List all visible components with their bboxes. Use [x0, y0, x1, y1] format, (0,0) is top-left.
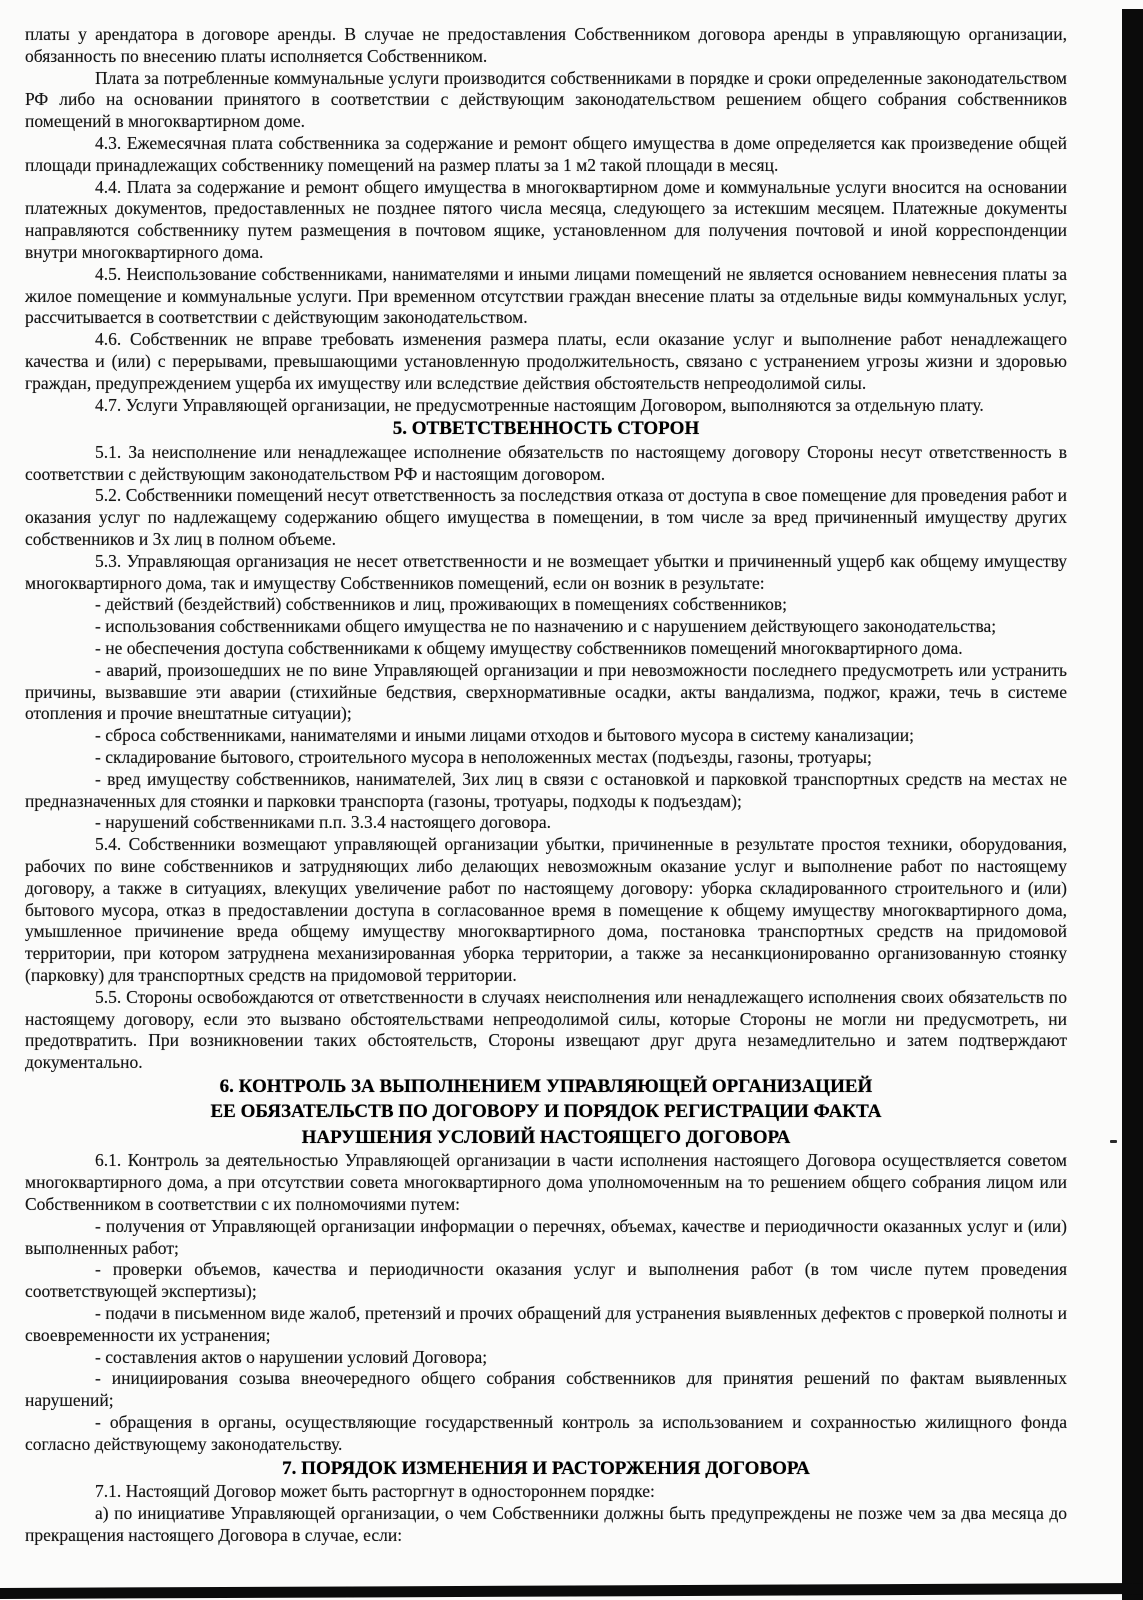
section-heading: 5. ОТВЕТСТВЕННОСТЬ СТОРОН — [392, 418, 700, 440]
paragraph: 5.2. Собственники помещений несут ответственность за последствия отказа от доступа в свое помещение для проведения работ и оказания услуг по надлежащему содержанию общего имущества в помещении, в том числе за вред причиненный имуществу других собственников и 3х лиц в полном объеме. — [25, 485, 1067, 550]
list-item: - обращения в органы, осуществляющие государственный контроль за использованием и сохранностью жилищного фонда согласно действующему законодательству. — [25, 1412, 1067, 1454]
document-body — [25, 24, 1067, 1547]
paragraph: 4.6. Собственник не вправе требовать изменения размера платы, если оказание услуг и выполнение работ ненадлежащего качества и (или) с перерывами, превышающими установленную продолжительность, связано с устранением угрозы жизни и здоровью граждан, предупреждением ущерба их имуществу или вследствие действия обстоятельств непреодолимой силы. — [25, 329, 1067, 393]
section-heading: ЕЕ ОБЯЗАТЕЛЬСТВ ПО ДОГОВОРУ И ПОРЯДОК РЕГИСТРАЦИИ ФАКТА — [210, 1101, 882, 1123]
paragraph: 4.3. Ежемесячная плата собственника за содержание и ремонт общего имущества в доме определяется как произведение общей площади принадлежащих собственнику помещений на размер платы за 1 м2 такой площади в месяц. — [25, 132, 1067, 175]
list-item: - использования собственниками общего имущества не по назначению и с нарушением действующего законодательства; — [95, 616, 997, 637]
paragraph: а) по инициативе Управляющей организации, о чем Собственники должны быть предупреждены не позже чем за два месяца до прекращения настоящего Договора в случае, если: — [25, 1502, 1067, 1545]
list-item: - действий (бездействий) собственников и лиц, проживающих в помещениях собственников; — [95, 594, 788, 615]
list-item: - проверки объемов, качества и периодичности оказания услуг и выполнения работ (в том числе путем проведения соответствующей экспертизы); — [25, 1259, 1067, 1302]
section-heading: НАРУШЕНИЯ УСЛОВИЙ НАСТОЯЩЕГО ДОГОВОРА — [301, 1126, 791, 1148]
paragraph: 6.1. Контроль за деятельностью Управляющей организации в части исполнения настоящего Договора осуществляется советом многоквартирного дома, а при отсутствии совета многоквартирного дома уполномоченным на то решением общего собрания лицом или Собственником в соответствии с их полномочиями путем: — [25, 1150, 1067, 1215]
paragraph: 5.3. Управляющая организация не несет ответственности и не возмещает убытки и причиненный ущерб как общему имуществу многоквартирного дома, так и имуществу Собственников помещений, если он возник в результате: — [25, 550, 1067, 593]
scan-artifact-bottom-edge — [0, 1583, 1143, 1599]
paragraph: 4.4. Плата за содержание и ремонт общего имущества в многоквартирном доме и коммунальные услуги вносится на основании платежных документов, предоставленных не позднее пятого числа месяца, следующего за истекшим месяцем. Платежные документы направляются собственнику путем размещения в почтовом ящике, установленном для получения почтовой и иной корреспонденции внутри многоквартирного дома. — [25, 176, 1067, 262]
list-item: - инициирования созыва внеочередного общего собрания собственников для принятия решений по фактам выявленных нарушений; — [25, 1368, 1067, 1411]
list-item: - нарушений собственниками п.п. 3.3.4 настоящего договора. — [95, 812, 552, 833]
list-item: - получения от Управляющей организации информации о перечнях, объемах, качестве и периодичности оказанных услуг и (или) выполненных работ; — [25, 1215, 1067, 1258]
section-heading: 7. ПОРЯДОК ИЗМЕНЕНИЯ И РАСТОРЖЕНИЯ ДОГОВОРА — [282, 1457, 810, 1479]
paragraph: 5.1. За неисполнение или ненадлежащее исполнение обязательств по настоящему договору Стороны несут ответственность в соответствии с действующим законодательством РФ и настоящим договором. — [25, 441, 1067, 484]
list-item: - вред имуществу собственников, нанимателей, 3их лиц в связи с остановкой и парковкой транспортных средств на местах не предназначенных для стоянки и парковки транспорта (газоны, тротуары, подходы к подъездам); — [25, 768, 1067, 811]
paragraph: Плата за потребленные коммунальные услуги производится собственниками в порядке и сроки определенные законодательством РФ либо на основании принятого в соответствии с действующим законодательством решением общего собрания собственников помещений в многоквартирном доме. — [25, 67, 1067, 132]
list-item: - аварий, произошедших не по вине Управляющей организации и при невозможности последнего предусмотреть или устранить причины, вызвавшие эти аварии (стихийные бедствия, сверхнормативные осадки, акты вандализма, поджог, кражи, течь в системе отопления и прочие внештатные ситуации); — [25, 659, 1067, 724]
list-item: - складирование бытового, строительного мусора в неположенных местах (подъезды, газоны, тротуары; — [95, 747, 872, 767]
scan-artifact-right-edge — [1122, 9, 1143, 1600]
paragraph: 5.4. Собственники возмещают управляющей организации убытки, причиненные в результате простоя техники, оборудования, рабочих по вине собственников и затрудняющих либо делающих невозможным оказание услуг и выполнение работ по настоящему договору, а также в ситуациях, влекущих увеличение работ по настоящему договору: уборка складированного строительного и (или) бытового мусора, отказ в предоставлении доступа в согласованное время в помещение к общему имуществу многоквартирного дома, умышленное причинение вреда общему имуществу многоквартирного дома, постановка транспортных средств на придомовой территории, при котором затруднена механизированная уборка территории, а также за несанкционированно организованную стоянку (парковку) для транспортных средств на придомовой территории. — [25, 834, 1067, 985]
paragraph: 5.5. Стороны освобождаются от ответственности в случаях неисполнения или ненадлежащего исполнения своих обязательств по настоящему договору, если это вызвано обстоятельствами непреодолимой силы, которые Стороны не могли ни предусмотреть, ни предотвратить. При возникновении таких обстоятельств, Стороны извещают друг друга незамедлительно и затем подтверждают документально. — [25, 986, 1067, 1073]
section-heading: 6. КОНТРОЛЬ ЗА ВЫПОЛНЕНИЕМ УПРАВЛЯЮЩЕЙ ОРГАНИЗАЦИЕЙ — [219, 1075, 873, 1097]
list-item: - составления актов о нарушении условий Договора; — [95, 1346, 488, 1367]
paragraph: 4.5. Неиспользование собственниками, нанимателями и иными лицами помещений не является основанием невнесения платы за жилое помещение и коммунальные услуги. При временном отсутствии граждан внесение платы за отдельные виды коммунальных услуг, рассчитывается в соответствии с действующим законодательством. — [25, 263, 1067, 328]
list-item: - подачи в письменном виде жалоб, претензий и прочих обращений для устранения выявленных дефектов с проверкой полноты и своевременности их устранения; — [25, 1303, 1067, 1345]
paragraph: платы у арендатора в договоре аренды. В случае не предоставления Собственником договора аренды в управляющую организации, обязанность по внесению платы исполняется Собственником. — [25, 24, 1067, 66]
paragraph: 7.1. Настоящий Договор может быть расторгнут в одностороннем порядке: — [95, 1481, 655, 1502]
list-item: - не обеспечения доступа собственниками к общему имуществу собственников помещений многоквартирного дома. — [95, 638, 963, 659]
list-item: - сброса собственниками, нанимателями и иными лицами отходов и бытового мусора в систему канализации; — [95, 725, 914, 746]
paragraph: 4.7. Услуги Управляющей организации, не предусмотренные настоящим Договором, выполняются за отдельную плату. — [95, 394, 984, 415]
scan-artifact-speck — [1110, 1140, 1117, 1143]
